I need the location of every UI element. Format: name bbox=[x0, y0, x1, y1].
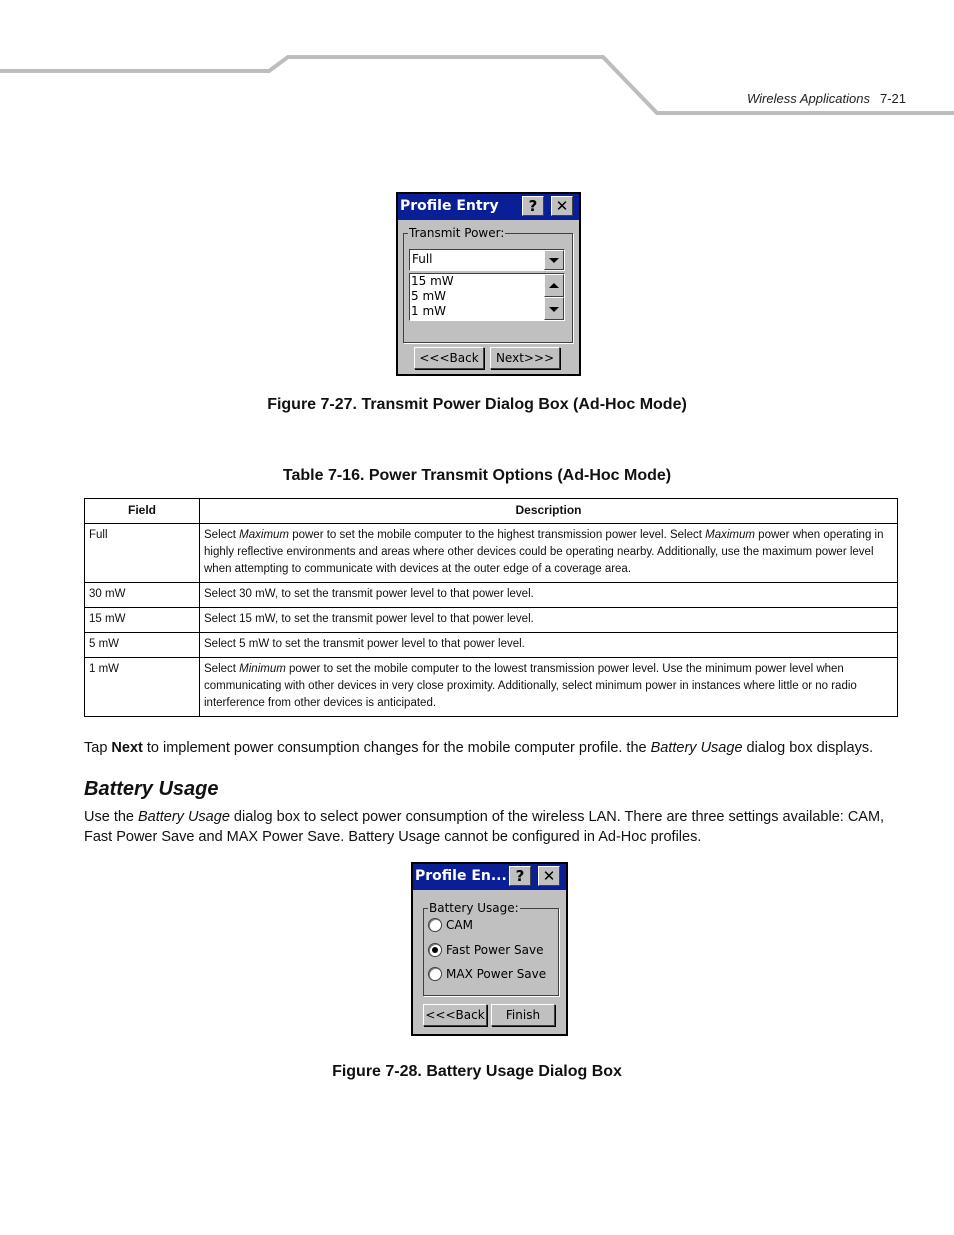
figure-caption-7-28: Figure 7-28. Battery Usage Dialog Box bbox=[332, 1063, 622, 1080]
back-button[interactable] bbox=[414, 347, 484, 369]
help-button[interactable] bbox=[522, 196, 544, 216]
list-item[interactable]: 1 mW bbox=[411, 304, 447, 318]
close-icon: ✕ bbox=[555, 197, 569, 215]
radio-fast-power-save-button[interactable] bbox=[428, 943, 442, 957]
running-header bbox=[747, 91, 906, 106]
radio-cam-button[interactable] bbox=[428, 918, 442, 932]
radio-max-power-save-label: MAX Power Save bbox=[446, 966, 547, 981]
column-header-description: Description bbox=[200, 499, 898, 524]
field-cell: 30 mW bbox=[85, 583, 200, 608]
table-row bbox=[85, 608, 898, 633]
list-item[interactable]: 15 mW bbox=[411, 274, 454, 288]
finish-button-label: Finish bbox=[505, 1008, 541, 1022]
figure-caption-7-27: Figure 7-27. Transmit Power Dialog Box (Ad-Hoc Mode) bbox=[267, 396, 687, 413]
help-icon: ? bbox=[515, 867, 525, 885]
power-options-table bbox=[84, 498, 898, 717]
combo-dropdown-button[interactable] bbox=[544, 250, 564, 270]
description-cell: Select Minimum power to set the mobile computer to the lowest transmission power level. Use the minimum power level when communicating with other devices in very close proximity. Additionally, select minimum power in instances where little or no radio interference from other devices is anticipated. bbox=[200, 658, 898, 717]
field-cell: 1 mW bbox=[85, 658, 200, 717]
back-button-label: <<<Back bbox=[425, 1008, 485, 1022]
scroll-down-button[interactable] bbox=[544, 297, 564, 320]
transmit-power-label: Transmit Power: bbox=[409, 226, 505, 240]
chevron-down-icon bbox=[549, 258, 559, 263]
help-button[interactable] bbox=[509, 866, 531, 886]
table-header-row bbox=[85, 499, 898, 524]
dialog-titlebar bbox=[398, 194, 579, 220]
radio-max-power-save[interactable] bbox=[428, 966, 546, 984]
next-button[interactable] bbox=[490, 347, 560, 369]
transmit-power-selected: Full bbox=[412, 252, 433, 266]
section-heading: Battery Usage bbox=[84, 778, 219, 800]
radio-fast-power-save-label: Fast Power Save bbox=[446, 942, 544, 957]
table-row bbox=[85, 524, 898, 583]
page-number: 7-21 bbox=[879, 91, 906, 106]
list-item[interactable]: 5 mW bbox=[411, 289, 447, 303]
running-header-section: Wireless Applications bbox=[747, 91, 870, 106]
dialog-titlebar bbox=[413, 864, 566, 890]
description-cell: Select Maximum power to set the mobile computer to the highest transmission power level. Select Maximum power when operating in highly reflective environments and areas where other devices could be operating nearby. Additionally, use the maximum power level when attempting to communicate with devices at the outer edge of a coverage area. bbox=[200, 524, 898, 583]
column-header-field: Field bbox=[85, 499, 200, 524]
battery-usage-paragraph: Use the Battery Usage dialog box to select power consumption of the wireless LAN. There are three settings available: CAM, Fast Power Save and MAX Power Save. Battery Usage cannot be configured in Ad-Hoc profiles. bbox=[84, 809, 885, 845]
table-row bbox=[85, 583, 898, 608]
table-row bbox=[85, 633, 898, 658]
scroll-down-icon bbox=[549, 307, 559, 312]
transmit-power-dialog bbox=[396, 192, 581, 376]
description-cell: Select 30 mW, to set the transmit power level to that power level. bbox=[200, 583, 898, 608]
scroll-up-button[interactable] bbox=[544, 274, 564, 297]
battery-usage-group bbox=[423, 901, 559, 996]
field-cell: 5 mW bbox=[85, 633, 200, 658]
transmit-power-list[interactable] bbox=[409, 273, 565, 321]
next-instruction-paragraph: Tap Next to implement power consumption changes for the mobile computer profile. the Battery Usage dialog box displays. bbox=[84, 740, 874, 756]
radio-cam-label: CAM bbox=[446, 917, 473, 932]
help-icon: ? bbox=[528, 197, 538, 215]
next-button-label: Next>>> bbox=[495, 351, 555, 365]
radio-cam[interactable] bbox=[428, 917, 473, 935]
back-button[interactable] bbox=[423, 1004, 487, 1026]
radio-max-power-save-button[interactable] bbox=[428, 967, 442, 981]
finish-button[interactable] bbox=[491, 1004, 555, 1026]
close-button[interactable] bbox=[538, 866, 560, 886]
field-cell: 15 mW bbox=[85, 608, 200, 633]
close-icon: ✕ bbox=[542, 867, 556, 885]
dialog-title: Profile En... bbox=[415, 868, 507, 884]
back-button-label: <<<Back bbox=[419, 351, 479, 365]
close-button[interactable] bbox=[551, 196, 573, 216]
field-cell: Full bbox=[85, 524, 200, 583]
transmit-power-group bbox=[403, 226, 573, 343]
description-cell: Select 5 mW to set the transmit power level to that power level. bbox=[200, 633, 898, 658]
radio-fast-power-save[interactable] bbox=[428, 942, 543, 960]
table-caption: Table 7-16. Power Transmit Options (Ad-Hoc Mode) bbox=[282, 467, 672, 484]
description-cell: Select 15 mW, to set the transmit power level to that power level. bbox=[200, 608, 898, 633]
scroll-up-icon bbox=[549, 283, 559, 288]
dialog-title: Profile Entry bbox=[400, 198, 499, 214]
table-row bbox=[85, 658, 898, 717]
transmit-power-combo[interactable] bbox=[409, 249, 565, 271]
battery-usage-label: Battery Usage: bbox=[429, 901, 519, 915]
battery-usage-dialog bbox=[411, 862, 568, 1036]
